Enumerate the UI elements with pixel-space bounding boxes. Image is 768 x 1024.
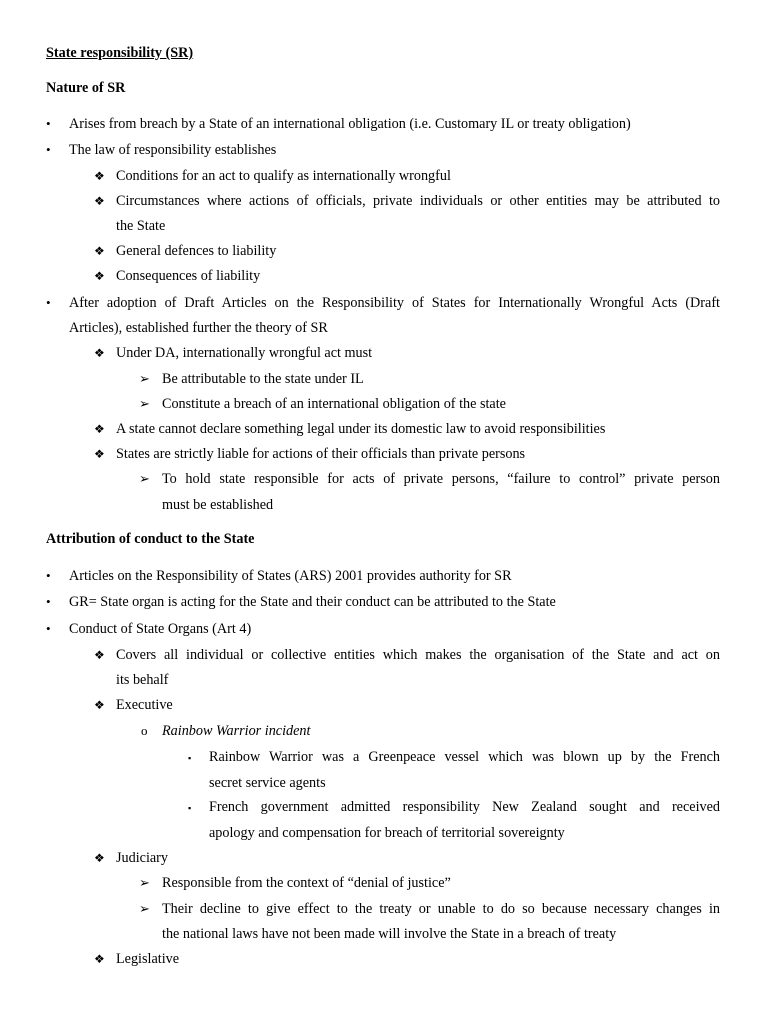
covers-item-cont: its behalf [116,672,169,688]
rainbow-point-apology: French government admitted responsibility New Zealand sought and received [209,799,720,815]
diamond-marker: ❖ [94,648,105,662]
diamond-marker: ❖ [94,169,105,183]
arrow-marker: ➢ [139,371,150,386]
bullet-marker: • [46,142,51,157]
covers-item: Covers all individual or collective entities which makes the organisation of the State and act on [116,647,720,663]
arrow-marker: ➢ [139,396,150,411]
nature-bullet-breach: Arises from breach by a State of an international obligation (i.e. Customary IL or treaty obligation) [69,116,631,132]
diamond-marker: ❖ [94,269,105,283]
diamond-marker: ❖ [94,952,105,966]
law-item-conditions: Conditions for an act to qualify as internationally wrongful [116,168,451,184]
legislative-item: Legislative [116,951,180,967]
nature-bullet-law: The law of responsibility establishes [69,142,277,158]
private-persons-item-cont: must be established [162,497,274,513]
attribution-bullet-ars: Articles on the Responsibility of States (ARS) 2001 provides authority for SR [69,568,512,584]
arrow-marker: ➢ [139,875,150,890]
section-heading-attribution: Attribution of conduct to the State [46,531,255,547]
rainbow-point-vessel-cont: secret service agents [209,775,326,791]
judiciary-sub-denial: Responsible from the context of “denial of justice” [162,875,451,891]
da-sub-attributable: Be attributable to the state under IL [162,371,364,387]
section-heading-nature: Nature of SR [46,80,126,96]
judiciary-item: Judiciary [116,850,169,866]
private-persons-item: To hold state responsible for acts of private persons, “failure to control” private person [162,471,720,487]
law-item-circumstances: Circumstances where actions of officials, private individuals or other entities may be attributed to [116,193,720,209]
arrow-marker: ➢ [139,901,150,916]
square-marker: ▪ [188,803,192,813]
nature-bullet-draft-articles-cont: Articles), established further the theory of SR [69,320,328,336]
rainbow-point-apology-cont: apology and compensation for breach of territorial sovereignty [209,825,565,841]
bullet-marker: • [46,568,51,583]
diamond-marker: ❖ [94,447,105,461]
square-marker: ▪ [188,753,192,763]
bullet-marker: • [46,295,51,310]
law-item-defences: General defences to liability [116,243,277,259]
attribution-bullet-gr: GR= State organ is acting for the State and their conduct can be attributed to the State [69,594,556,610]
law-item-consequences: Consequences of liability [116,268,261,284]
diamond-marker: ❖ [94,346,105,360]
diamond-marker: ❖ [94,851,105,865]
attribution-bullet-organs: Conduct of State Organs (Art 4) [69,621,252,637]
judiciary-sub-treaty-cont: the national laws have not been made will involve the State in a breach of treaty [162,926,617,942]
diamond-marker: ❖ [94,194,105,208]
bullet-marker: • [46,621,51,636]
diamond-marker: ❖ [94,244,105,258]
strict-liability-item: States are strictly liable for actions of their officials than private persons [116,446,526,462]
judiciary-sub-treaty: Their decline to give effect to the treaty or unable to do so because necessary changes in [162,901,720,917]
da-sub-breach: Constitute a breach of an international obligation of the state [162,396,506,412]
circle-marker: o [141,723,148,738]
law-item-circumstances-cont: the State [116,218,166,234]
da-label: Under DA, internationally wrongful act must [116,345,373,361]
rainbow-warrior-title: Rainbow Warrior incident [162,723,311,739]
rainbow-point-vessel: Rainbow Warrior was a Greenpeace vessel which was blown up by the French [209,749,720,765]
domestic-law-item: A state cannot declare something legal under its domestic law to avoid responsibilities [116,421,606,437]
document-title: State responsibility (SR) [46,45,194,61]
nature-bullet-draft-articles: After adoption of Draft Articles on the Responsibility of States for Internationally Wrongful Acts (Draft [69,295,720,311]
executive-item: Executive [116,697,173,713]
diamond-marker: ❖ [94,698,105,712]
bullet-marker: • [46,594,51,609]
diamond-marker: ❖ [94,422,105,436]
bullet-marker: • [46,116,51,131]
arrow-marker: ➢ [139,471,150,486]
